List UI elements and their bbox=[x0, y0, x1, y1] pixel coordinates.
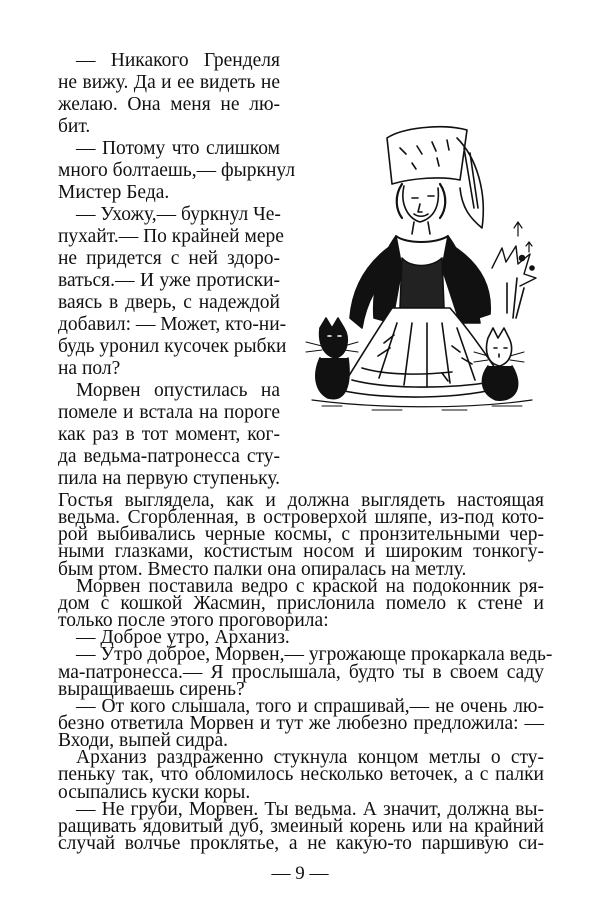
text-line: пеньку так, что обломилось несколько веточек, а с палки bbox=[58, 764, 544, 786]
text-line: ращивать ядовитый дуб, змеиный корень или на крайний bbox=[58, 815, 544, 837]
text-line: рой выбивались черные космы, с пронзительными чер- bbox=[58, 524, 544, 546]
text-line: осыпались куски коры. bbox=[58, 781, 251, 803]
text-line: ма-патронесса.— Я прослышала, будто ты в своем саду bbox=[58, 661, 544, 683]
text-line: да ведьма-патронесса сту- bbox=[58, 446, 280, 467]
text-line: бит. bbox=[58, 116, 91, 137]
text-line: не вижу. Да и ее видеть не bbox=[58, 72, 280, 93]
text-line: как раз в тот момент, ког- bbox=[58, 424, 280, 445]
text-line: ваясь в дверь, с надеждой bbox=[58, 292, 280, 313]
text-line: — Ухожу,— буркнул Че- bbox=[76, 204, 281, 225]
text-line: — Доброе утро, Арханиз. bbox=[76, 627, 290, 649]
text-line: Морвен поставила ведро с краской на подоконник ря- bbox=[76, 575, 544, 597]
text-line: помеле и встала на пороге bbox=[58, 402, 280, 423]
text-line: пила на первую ступеньку. bbox=[58, 468, 280, 489]
text-line: случай волчье проклятье, а не какую-то паршивую си- bbox=[58, 833, 544, 855]
text-line: желаю. Она меня не лю- bbox=[58, 94, 280, 115]
text-line: на пол? bbox=[58, 358, 121, 379]
text-line: Гостья выглядела, как и должна выглядеть настоящая bbox=[58, 490, 544, 511]
text-line: дом с кошкой Жасмин, прислонила помело к стене и bbox=[58, 592, 544, 614]
text-line: добавил: — Может, кто-ни- bbox=[58, 314, 287, 335]
text-line: — От кого слышала, того и спрашивай,— не очень лю- bbox=[76, 695, 544, 717]
text-line: ными глазками, костистым носом и широким тонкогу- bbox=[58, 541, 544, 563]
text-line: Мистер Беда. bbox=[58, 182, 170, 203]
text-line: Морвен опустилась на bbox=[76, 380, 280, 401]
text-line: выращиваешь сирень? bbox=[58, 678, 245, 700]
text-line: — Не груби, Морвен. Ты ведьма. А значит, должна вы- bbox=[76, 798, 544, 820]
text-line: Входи, выпей сидра. bbox=[58, 730, 229, 752]
text-line: пухайт.— По крайней мере bbox=[58, 226, 284, 247]
text-line: будь уронил кусочек рыбки bbox=[58, 336, 287, 357]
text-line: ведьма. Сгорбленная, в островерхой шляпе, из-под кото- bbox=[58, 507, 544, 529]
text-line: — Никакого Гренделя bbox=[76, 50, 280, 71]
text-line: только после этого проговорила: bbox=[58, 610, 329, 632]
text-line: много болтаешь,— фыркнул bbox=[58, 160, 296, 181]
text-line: Арханиз раздраженно стукнула концом метлы о сту- bbox=[76, 747, 544, 769]
witch-illustration bbox=[292, 118, 542, 418]
text-line: ваться.— И уже протиски- bbox=[58, 270, 280, 291]
text-line: — Потому что слишком bbox=[76, 138, 280, 159]
text-line: бым ртом. Вместо палки она опиралась на метлу. bbox=[58, 558, 467, 580]
text-line: — Утро доброе, Морвен,— угрожающе прокаркала ведь- bbox=[76, 644, 553, 666]
page-number: — 9 — bbox=[271, 863, 329, 885]
text-line: безно ответила Морвен и тут же любезно предложила: — bbox=[58, 713, 544, 734]
text-line: не придется с ней здоро- bbox=[58, 248, 280, 269]
